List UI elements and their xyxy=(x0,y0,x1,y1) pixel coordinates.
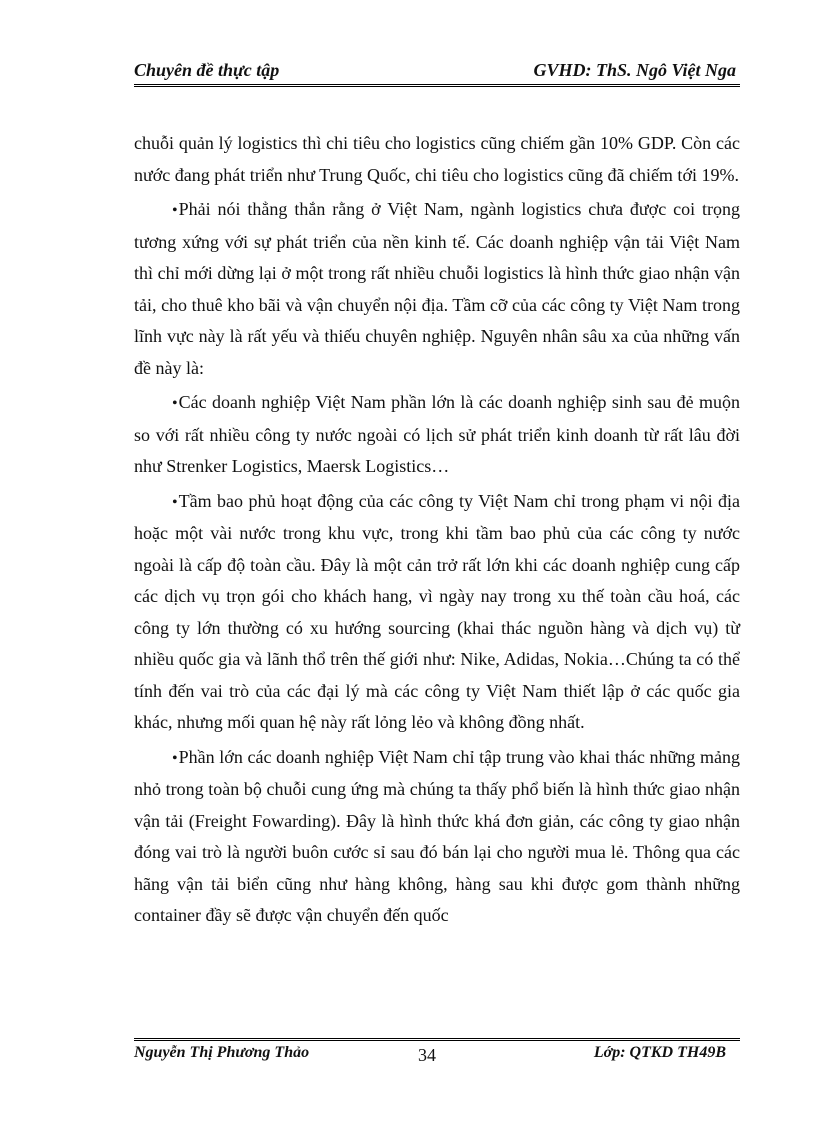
bullet-icon: • xyxy=(172,202,178,219)
paragraph-text: Phải nói thẳng thắn rằng ở Việt Nam, ngành logistics chưa được coi trọng tương xứng với sự phát triển của nền kinh tế. Các doanh nghiệp vận tải Việt Nam thì chỉ mới dừng lại ở một trong rất nhiều chuỗi logistics là hình thức giao nhận vận tải, cho thuê kho bãi và vận chuyển nội địa. Tầm cỡ của các công ty Việt Nam trong lĩnh vực này là rất yếu và thiếu chuyên nghiệp. Nguyên nhân sâu xa của những vấn đề này là: xyxy=(134,199,740,378)
page-footer xyxy=(134,1044,740,1070)
bullet-icon: • xyxy=(172,493,178,511)
footer-author: Nguyễn Thị Phương Thảo xyxy=(134,1044,310,1061)
document-body xyxy=(134,128,740,935)
paragraph-text: Các doanh nghiệp Việt Nam phần lớn là các doanh nghiệp sinh sau đẻ muộn so với rất nhiều công ty nước ngoài có lịch sử phát triển kinh doanh từ rất lâu đời như Strenker Logistics, Maersk Logistics… xyxy=(134,392,740,476)
header-divider xyxy=(134,84,740,87)
bullet-paragraph xyxy=(134,387,740,483)
bullet-icon: • xyxy=(172,749,178,767)
page-number: 34 xyxy=(418,1045,436,1065)
header-course-title: Chuyên đề thực tập xyxy=(134,60,280,80)
bullet-paragraph xyxy=(134,742,740,932)
footer-class: Lớp: QTKD TH49B xyxy=(593,1044,726,1061)
footer-divider xyxy=(134,1038,740,1041)
header-supervisor: GVHD: ThS. Ngô Việt Nga xyxy=(533,60,736,80)
bullet-paragraph xyxy=(134,486,740,739)
paragraph xyxy=(134,128,740,191)
bullet-icon: • xyxy=(172,395,178,412)
paragraph-text: Tầm bao phủ hoạt động của các công ty Việt Nam chỉ trong phạm vi nội địa hoặc một vài nước trong khu vực, trong khi tầm bao phủ của các công ty nước ngoài là cấp độ toàn cầu. Đây là một cản trở rất lớn khi các doanh nghiệp cung cấp các dịch vụ trọn gói cho khách hang, vì ngày nay trong xu thế toàn cầu hoá, các công ty lớn thường có xu hướng sourcing (khai thác nguồn hàng và dịch vụ) từ nhiều quốc gia và lãnh thổ trên thế giới như: Nike, Adidas, Nokia…Chúng ta có thể tính đến vai trò của các đại lý mà các công ty Việt Nam thiết lập ở các quốc gia khác, nhưng mối quan hệ này rất lỏng lẻo và không đồng nhất. xyxy=(134,490,740,732)
paragraph-text: Phần lớn các doanh nghiệp Việt Nam chỉ tập trung vào khai thác những mảng nhỏ trong toàn bộ chuỗi cung ứng mà chúng ta thấy phổ biến là hình thức giao nhận vận tải (Freight Fowarding). Đây là hình thức khá đơn giản, các công ty giao nhận đóng vai trò là người buôn cước sỉ sau đó bán lại cho người mua lẻ. Thông qua các hãng vận tải biển cũng như hàng không, hàng sau khi được gom thành những container đầy sẽ được vận chuyển đến quốc xyxy=(134,746,740,925)
paragraph-text: chuỗi quản lý logistics thì chi tiêu cho logistics cũng chiếm gần 10% GDP. Còn các nước đang phát triển như Trung Quốc, chi tiêu cho logistics cũng đã chiếm tới 19%. xyxy=(134,133,740,185)
bullet-paragraph xyxy=(134,194,740,384)
